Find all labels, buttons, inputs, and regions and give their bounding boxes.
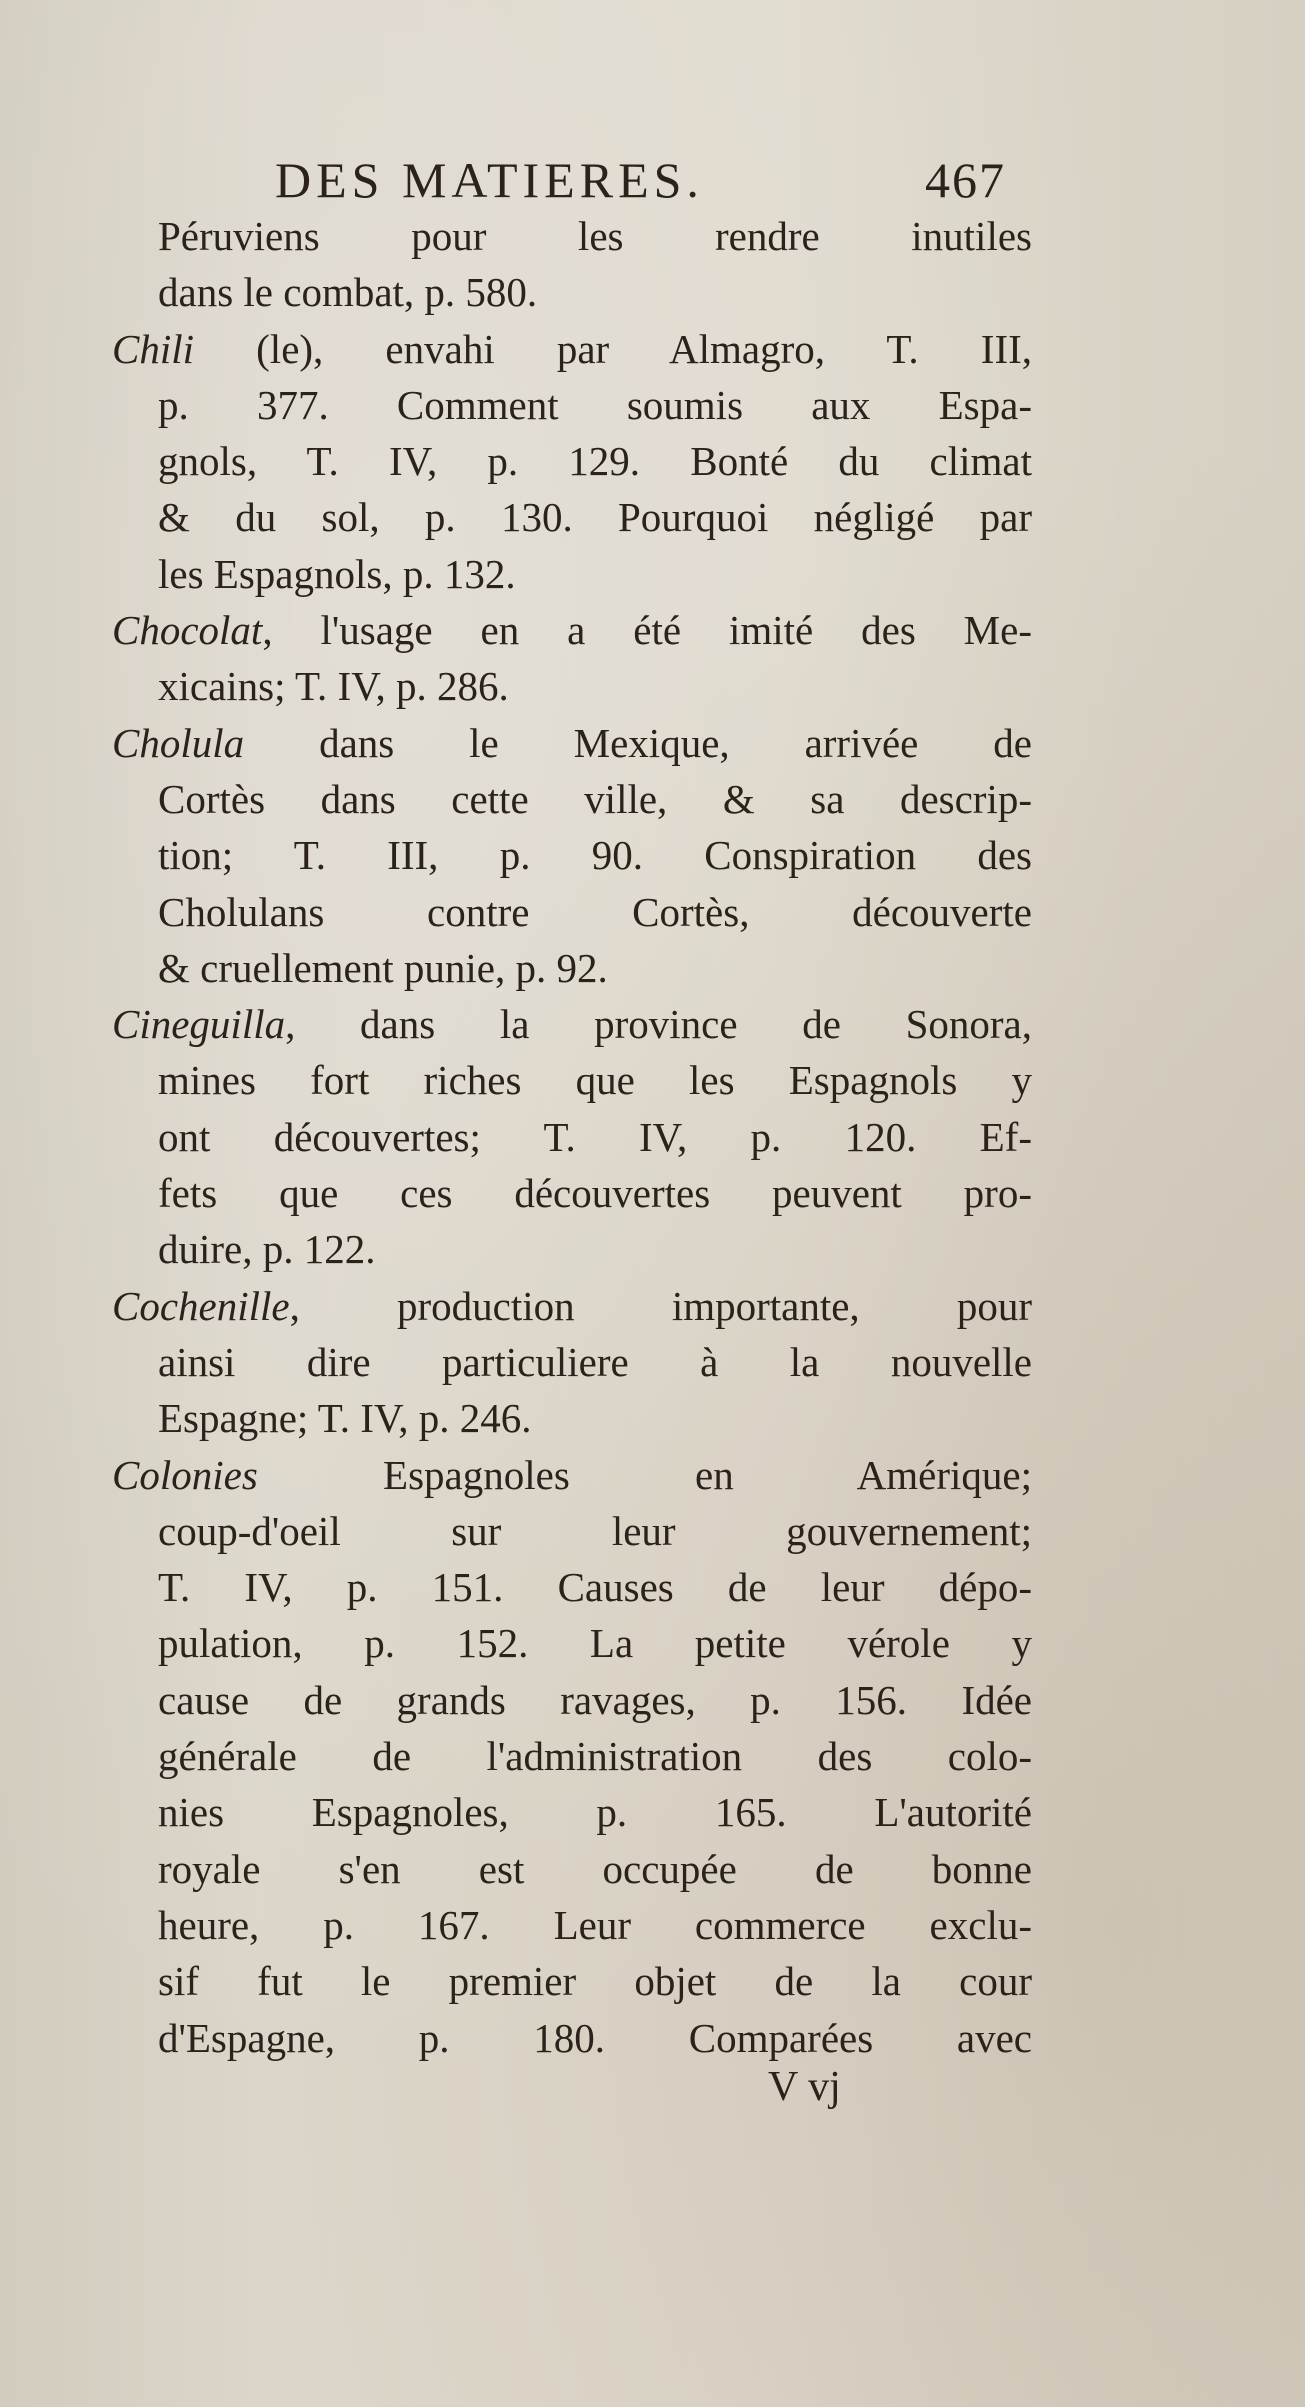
index-text bbox=[112, 208, 1032, 2066]
index-entry-line bbox=[112, 1447, 1032, 1503]
index-text-line bbox=[112, 1221, 1032, 1277]
line-text: T. IV, p. 151. Causes de leur dépo- bbox=[158, 1564, 1032, 1611]
index-term: Cineguilla bbox=[112, 1001, 286, 1048]
line-text: dans le combat, p. 580. bbox=[158, 269, 538, 316]
index-text-line bbox=[112, 940, 1032, 996]
line-text: fets que ces découvertes peuvent pro- bbox=[158, 1170, 1032, 1217]
index-text-line bbox=[112, 1559, 1032, 1615]
line-text: pulation, p. 152. La petite vérole y bbox=[158, 1620, 1032, 1667]
line-text: mines fort riches que les Espagnols y bbox=[158, 1057, 1032, 1104]
index-text-line bbox=[112, 1784, 1032, 1840]
index-text-line bbox=[112, 1841, 1032, 1897]
index-text-line bbox=[112, 1728, 1032, 1784]
index-term: Cochenille bbox=[112, 1282, 290, 1329]
index-text-line bbox=[112, 1052, 1032, 1108]
index-text-line bbox=[112, 1390, 1032, 1446]
line-text: d'Espagne, p. 180. Comparées avec bbox=[158, 2014, 1032, 2061]
index-term: Chili bbox=[112, 325, 195, 372]
line-text: & du sol, p. 130. Pourquoi négligé par bbox=[158, 494, 1032, 541]
line-text: Cholulans contre Cortès, découverte bbox=[158, 888, 1032, 935]
line-text: , production importante, pour bbox=[289, 1282, 1032, 1329]
line-text: générale de l'administration des colo- bbox=[158, 1733, 1032, 1780]
index-entry-line bbox=[112, 1278, 1032, 1334]
index-entry-line bbox=[112, 321, 1032, 377]
index-text-line bbox=[112, 264, 1032, 320]
line-text: tion; T. III, p. 90. Conspiration des bbox=[158, 832, 1032, 879]
line-text: (le), envahi par Almagro, T. III, bbox=[194, 325, 1032, 372]
index-text-line bbox=[112, 433, 1032, 489]
index-text-line bbox=[112, 1672, 1032, 1728]
line-text: gnols, T. IV, p. 129. Bonté du climat bbox=[158, 438, 1032, 485]
line-text: sif fut le premier objet de la cour bbox=[158, 1958, 1032, 2005]
line-text: nies Espagnoles, p. 165. L'autorité bbox=[158, 1789, 1032, 1836]
index-text-line bbox=[112, 208, 1032, 264]
index-text-line bbox=[112, 658, 1032, 714]
line-text: coup-d'oeil sur leur gouvernement; bbox=[158, 1507, 1032, 1554]
index-text-line bbox=[112, 1503, 1032, 1559]
line-text: , l'usage en a été imité des Me- bbox=[262, 607, 1032, 654]
line-text: les Espagnols, p. 132. bbox=[158, 550, 516, 597]
line-text: Cortès dans cette ville, & sa descrip- bbox=[158, 775, 1032, 822]
line-text: ainsi dire particuliere à la nouvelle bbox=[158, 1338, 1032, 1385]
index-text-line bbox=[112, 546, 1032, 602]
line-text: ont découvertes; T. IV, p. 120. Ef- bbox=[158, 1113, 1032, 1160]
index-entry-line bbox=[112, 996, 1032, 1052]
index-text-line bbox=[112, 377, 1032, 433]
index-text-line bbox=[112, 884, 1032, 940]
line-text: Espagnoles en Amérique; bbox=[257, 1451, 1032, 1498]
line-text: royale s'en est occupée de bonne bbox=[158, 1845, 1032, 1892]
line-text: duire, p. 122. bbox=[158, 1226, 376, 1273]
page-number: 467 bbox=[925, 152, 1006, 208]
line-text: xicains; T. IV, p. 286. bbox=[158, 663, 509, 710]
index-text-line bbox=[112, 489, 1032, 545]
index-text-line bbox=[112, 771, 1032, 827]
index-term: Colonies bbox=[112, 1451, 258, 1498]
header-title: DES MATIERES. bbox=[275, 152, 704, 208]
index-text-line bbox=[112, 1334, 1032, 1390]
index-text-line bbox=[112, 2010, 1032, 2066]
index-entry-line bbox=[112, 715, 1032, 771]
index-text-line bbox=[112, 1953, 1032, 2009]
line-text: Péruviens pour les rendre inutiles bbox=[158, 213, 1032, 259]
line-text: Espagne; T. IV, p. 246. bbox=[158, 1395, 532, 1442]
line-text: , dans la province de Sonora, bbox=[285, 1001, 1032, 1048]
index-text-line bbox=[112, 1165, 1032, 1221]
index-text-line bbox=[112, 827, 1032, 883]
running-header bbox=[275, 150, 1055, 210]
line-text: cause de grands ravages, p. 156. Idée bbox=[158, 1676, 1032, 1723]
signature-mark: V vj bbox=[768, 2064, 841, 2110]
index-text-line bbox=[112, 1109, 1032, 1165]
index-term: Chocolat bbox=[112, 607, 263, 654]
index-text-line bbox=[112, 1897, 1032, 1953]
index-entry-line bbox=[112, 602, 1032, 658]
index-text-line bbox=[112, 1615, 1032, 1671]
line-text: dans le Mexique, arrivée de bbox=[244, 719, 1032, 766]
line-text: & cruellement punie, p. 92. bbox=[158, 944, 608, 991]
index-term: Cholula bbox=[112, 719, 245, 766]
line-text: p. 377. Comment soumis aux Espa- bbox=[158, 381, 1032, 428]
line-text: heure, p. 167. Leur commerce exclu- bbox=[158, 1901, 1032, 1948]
